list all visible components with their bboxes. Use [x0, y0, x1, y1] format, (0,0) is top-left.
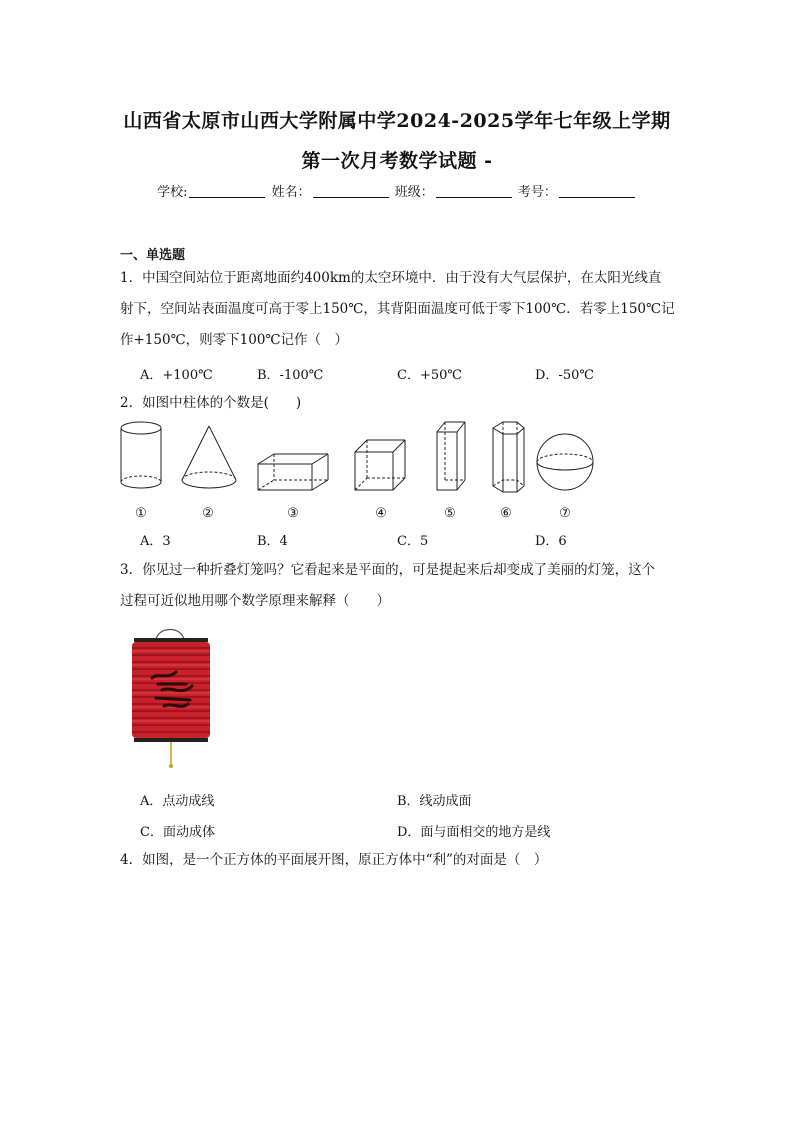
- figure-label-7: ⑦: [559, 506, 571, 521]
- cylinder-shape: [121, 422, 161, 488]
- tall-prism-shape: [437, 422, 465, 490]
- figure-label-3: ③: [287, 506, 299, 521]
- class-label: 班级：: [394, 185, 434, 200]
- question-1-line2: 射下，空间站表面温度可高于零上150℃，其背阳面温度可低于零下100℃．若零上150℃记: [120, 301, 675, 317]
- paper-lantern-image: [128, 626, 214, 772]
- question-3-option-a: A．点动成线: [140, 794, 215, 809]
- sphere-shape: [537, 434, 593, 490]
- solids-figure: [110, 416, 610, 498]
- question-1-line3: 作+150℃，则零下100℃记作（ ）: [120, 332, 349, 348]
- cone-shape: [182, 426, 236, 488]
- page-title-line1: 山西省太原市山西大学附属中学2024-2025学年七年级上学期: [123, 110, 671, 132]
- question-3-line1: 3．你见过一种折叠灯笼吗？它看起来是平面的，可是提起来后却变成了美丽的灯笼，这个: [120, 562, 656, 578]
- question-3-option-b: B．线动成面: [397, 794, 472, 809]
- section-title: 一、单选题: [120, 248, 186, 263]
- name-label: 姓名：: [271, 185, 311, 200]
- question-1-option-b: B．-100℃: [257, 368, 324, 383]
- question-2-option-d: D．6: [535, 534, 567, 549]
- question-1-option-d: D．-50℃: [535, 368, 594, 383]
- class-blank: [436, 183, 512, 198]
- question-3-option-c: C．面动成体: [140, 825, 215, 840]
- student-info-line: [0, 181, 794, 200]
- question-2-option-a: A．3: [140, 534, 171, 549]
- figure-label-5: ⑤: [444, 506, 456, 521]
- question-2-option-b: B．4: [257, 534, 288, 549]
- question-1-line1: 1．中国空间站位于距离地面约400km的太空环境中．由于没有大气层保护，在太阳光线直: [120, 270, 662, 286]
- figure-label-1: ①: [135, 506, 147, 521]
- school-label: 学校:: [157, 185, 188, 200]
- school-blank: [189, 183, 265, 198]
- exam-number-blank: [559, 183, 635, 198]
- question-3-line2: 过程可近似地用哪个数学原理来解释（ ）: [120, 593, 390, 609]
- cuboid-shape: [258, 454, 328, 490]
- cube-shape: [355, 440, 405, 490]
- question-4-stem: 4．如图，是一个正方体的平面展开图，原正方体中“利”的对面是（ ）: [120, 852, 548, 868]
- figure-label-6: ⑥: [500, 506, 512, 521]
- question-1-option-a: A．+100℃: [140, 368, 213, 383]
- page-title-line2: 第一次月考数学试题 -: [301, 150, 493, 172]
- question-3-option-d: D．面与面相交的地方是线: [397, 825, 551, 840]
- name-blank: [313, 183, 389, 198]
- question-2-stem: 2．如图中柱体的个数是( ): [120, 395, 302, 411]
- question-1-option-c: C．+50℃: [397, 368, 462, 383]
- question-2-option-c: C．5: [397, 534, 429, 549]
- figure-label-4: ④: [375, 506, 387, 521]
- hexagonal-prism-shape: [493, 422, 524, 492]
- figure-label-2: ②: [202, 506, 214, 521]
- exam-number-label: 考号：: [517, 185, 557, 200]
